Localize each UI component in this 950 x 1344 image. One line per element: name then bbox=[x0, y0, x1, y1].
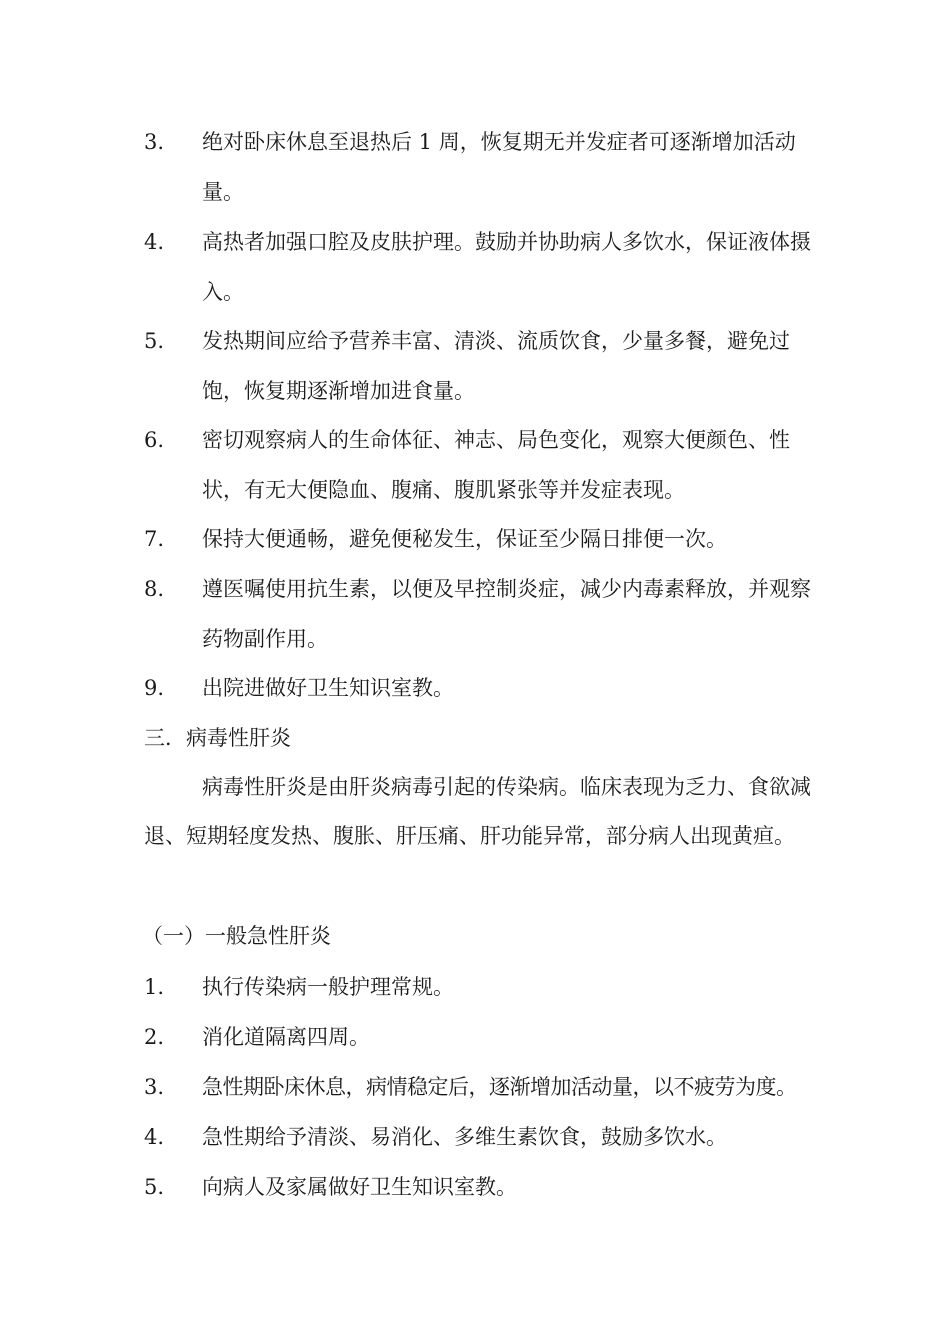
list-item-number: 4. bbox=[144, 1125, 165, 1149]
list-item-text: 绝对卧床休息至退热后 1 周，恢复期无并发症者可逐渐增加活动量。 bbox=[202, 130, 796, 204]
section-heading: 三．病毒性肝炎 bbox=[144, 726, 291, 750]
list-item bbox=[144, 217, 824, 317]
list-item bbox=[144, 117, 824, 217]
list-item-number: 1. bbox=[144, 975, 165, 999]
list-item-text: 保持大便通畅，避免便秘发生，保证至少隔日排便一次。 bbox=[202, 527, 727, 551]
list-item-text: 高热者加强口腔及皮肤护理。鼓励并协助病人多饮水，保证液体摄入。 bbox=[202, 230, 811, 304]
list-item-number: 6. bbox=[144, 428, 165, 452]
list-item-text: 遵医嘱使用抗生素，以便及早控制炎症，减少内毒素释放，并观察药物副作用。 bbox=[202, 577, 811, 651]
list-item bbox=[144, 1062, 844, 1112]
list-item-number: 5. bbox=[144, 1175, 165, 1199]
list-item-text: 密切观察病人的生命体征、神志、局色变化，观察大便颜色、性状，有无大便隐血、腹痛、腹肌紧张等并发症表现。 bbox=[202, 428, 790, 502]
list-item-text: 向病人及家属做好卫生知识室教。 bbox=[202, 1175, 517, 1199]
subsection-heading: （一）一般急性肝炎 bbox=[142, 924, 331, 948]
list-item bbox=[144, 1162, 824, 1212]
section-intro-paragraph: 病毒性肝炎是由肝炎病毒引起的传染病。临床表现为乏力、食欲减退、短期轻度发热、腹胀、肝压痛、肝功能异常，部分病人出现黄疸。 bbox=[144, 775, 811, 848]
list-item-text: 急性期卧床休息，病情稳定后，逐渐增加活动量，以不疲劳为度。 bbox=[202, 1075, 797, 1099]
list-item-number: 3. bbox=[144, 1075, 165, 1099]
list-item-text: 发热期间应给予营养丰富、清淡、流质饮食，少量多餐，避免过饱，恢复期逐渐增加进食量。 bbox=[202, 329, 790, 403]
list-item-number: 8. bbox=[144, 577, 165, 601]
list-item-number: 4. bbox=[144, 230, 165, 254]
list-item-number: 3. bbox=[144, 130, 165, 154]
list-item bbox=[144, 415, 824, 515]
list-item-text: 出院进做好卫生知识室教。 bbox=[202, 676, 454, 700]
list-item-text: 急性期给予清淡、易消化、多维生素饮食，鼓励多饮水。 bbox=[202, 1125, 727, 1149]
list-item-text: 执行传染病一般护理常规。 bbox=[202, 975, 454, 999]
list-item bbox=[144, 564, 824, 664]
list-item-number: 9. bbox=[144, 676, 165, 700]
list-item bbox=[144, 663, 824, 713]
list-item-text: 消化道隔离四周。 bbox=[202, 1025, 370, 1049]
list-item-number: 7. bbox=[144, 527, 165, 551]
list-item bbox=[144, 1112, 824, 1162]
list-item bbox=[144, 962, 824, 1012]
list-item-number: 2. bbox=[144, 1025, 165, 1049]
list-item bbox=[144, 1012, 824, 1062]
list-item bbox=[144, 514, 824, 564]
list-item bbox=[144, 316, 824, 416]
list-item-number: 5. bbox=[144, 329, 165, 353]
